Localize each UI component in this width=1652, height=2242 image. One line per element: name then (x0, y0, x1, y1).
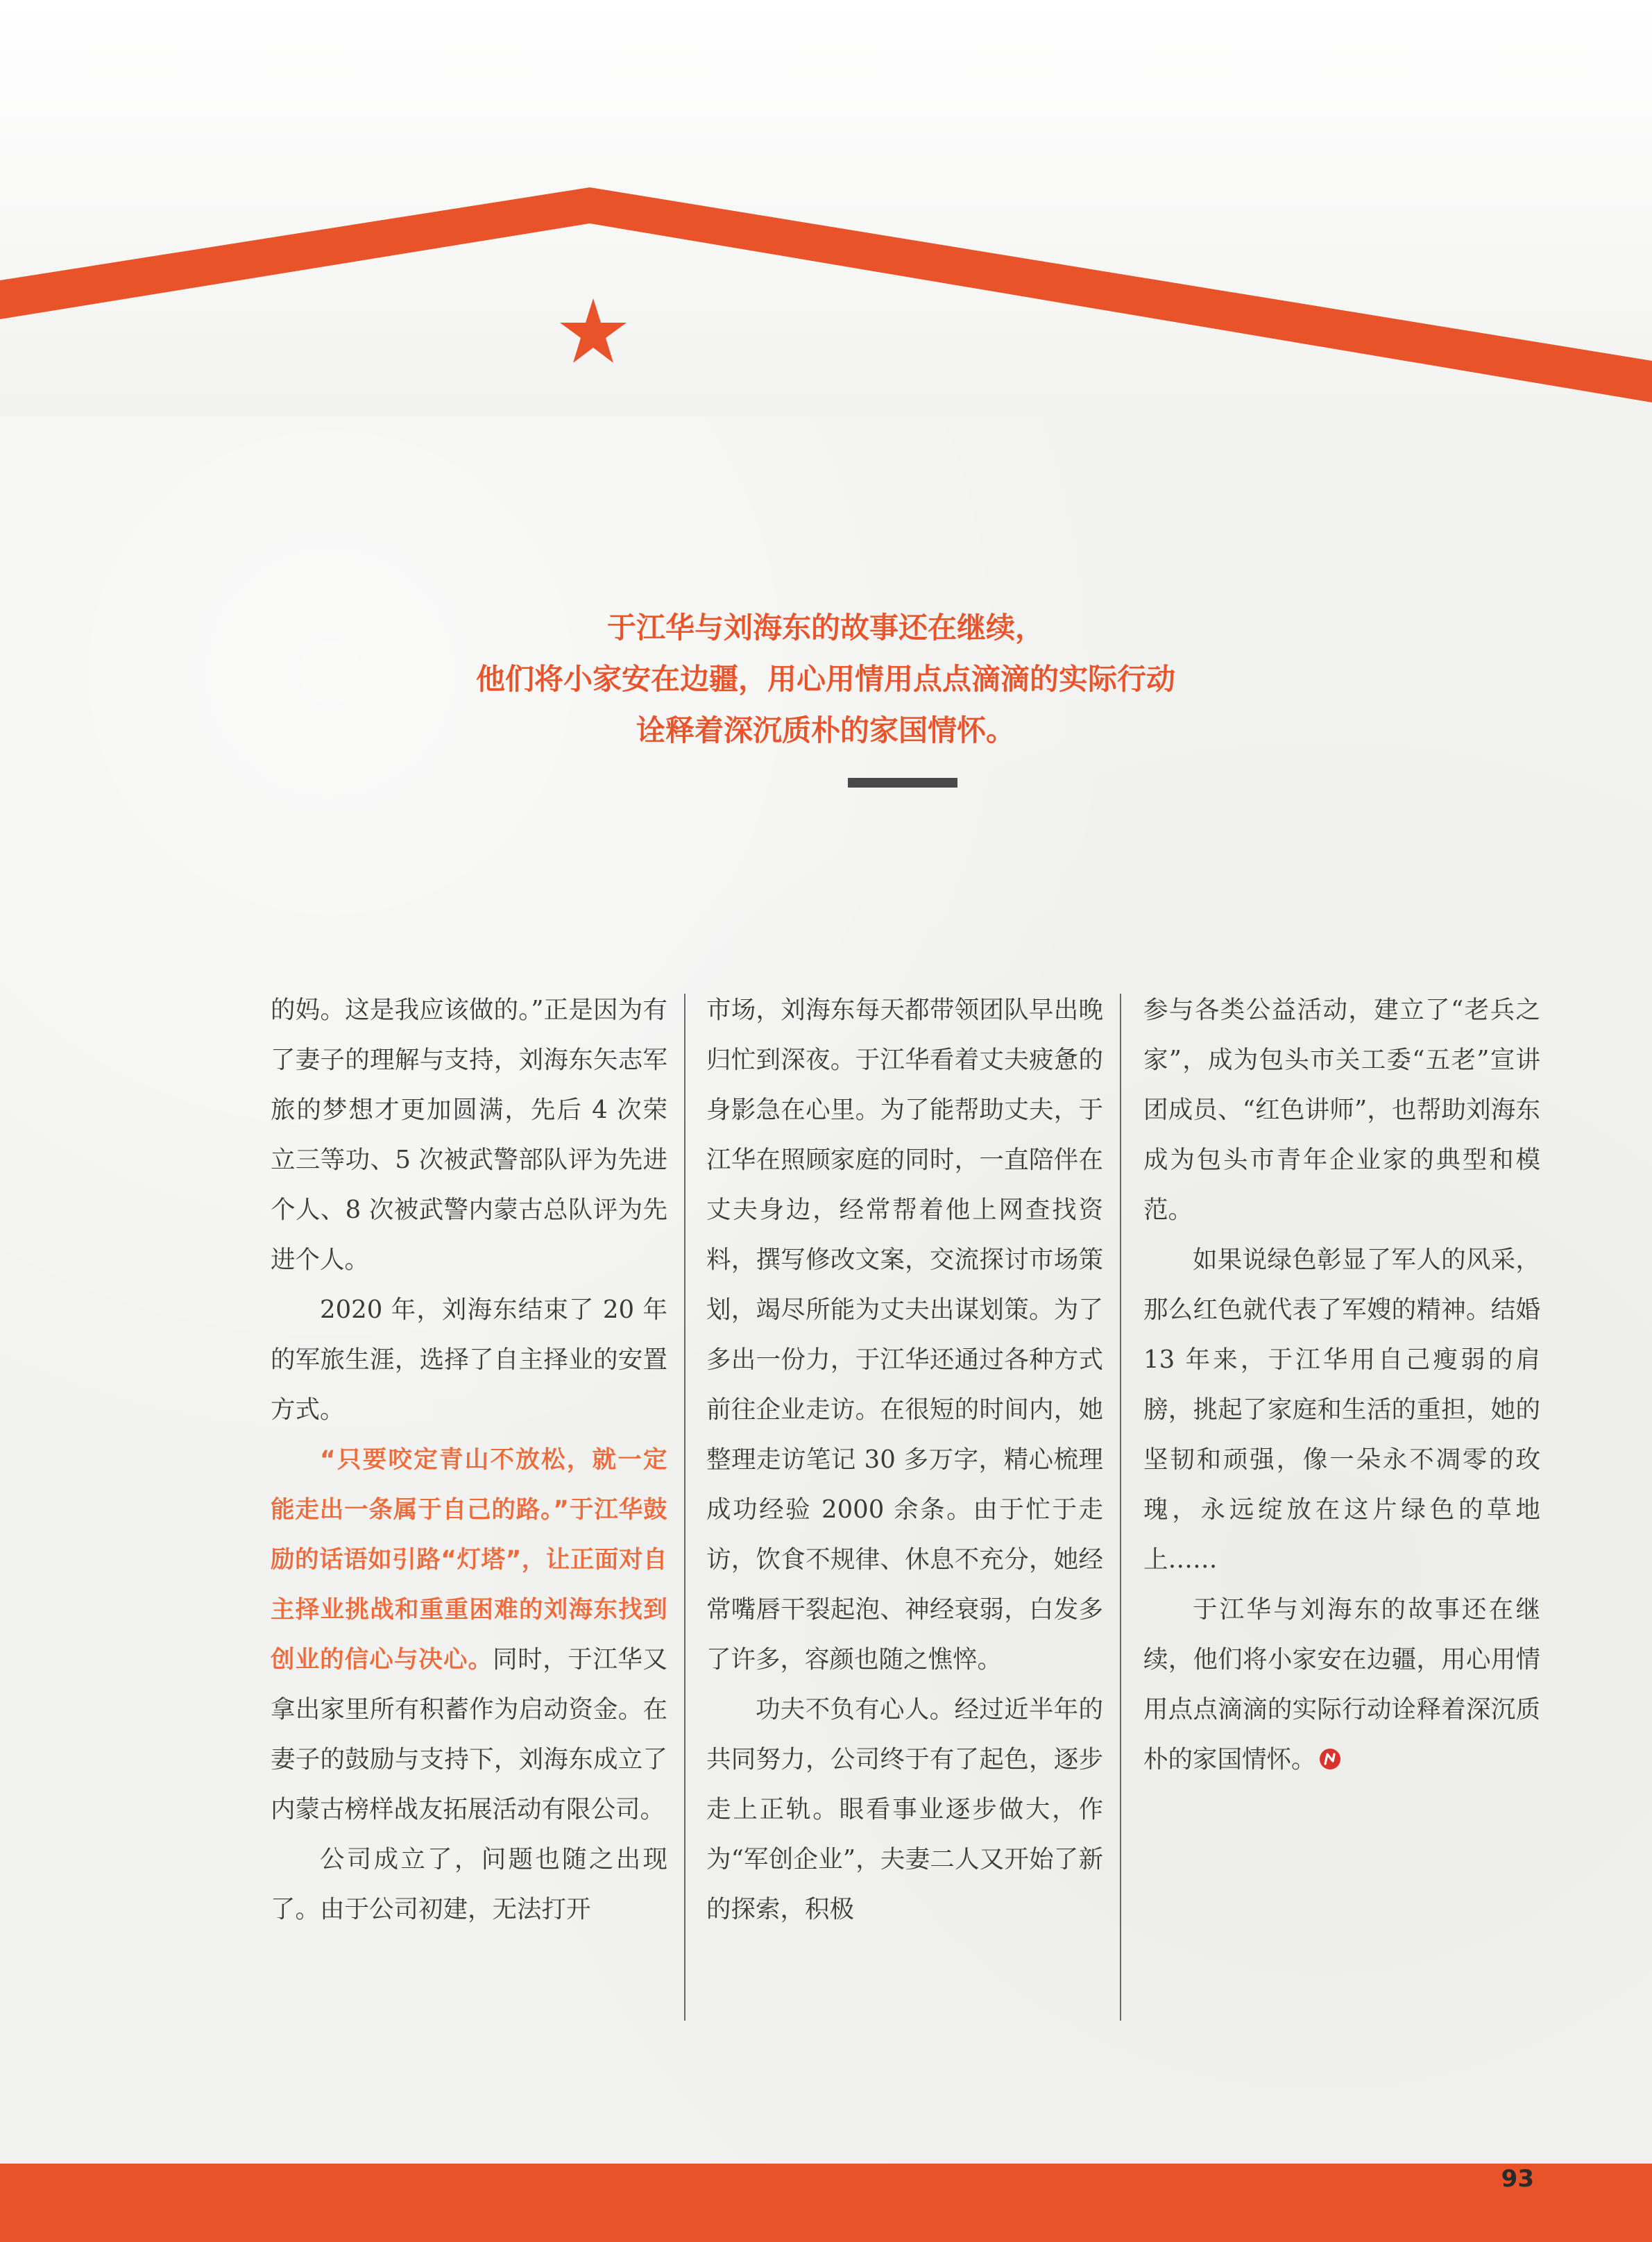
article-column-1 (271, 985, 667, 1935)
paragraph: 参与各类公益活动，建立了“老兵之家”，成为包头市关工委“五老”宣讲团成员、“红色讲师”，也帮助刘海东成为包头市青年企业家的典型和模范。 (1143, 996, 1540, 1224)
paragraph: 如果说绿色彰显了军人的风采，那么红色就代表了军嫂的精神。结婚 13 年来，于江华用自己瘦弱的肩膀，挑起了家庭和生活的重担，她的坚韧和顽强，像一朵永不凋零的玫瑰，永远绽放在这片绿色的草地上…… (1143, 1246, 1540, 1574)
paragraph (1143, 1585, 1540, 1785)
column-divider (684, 994, 686, 2021)
pull-quote-line: 诠释着深沉质朴的家国情怀。 (636, 713, 1015, 747)
column-divider (1120, 994, 1121, 2021)
paragraph: 市场，刘海东每天都带领团队早出晚归忙到深夜。于江华看着丈夫疲惫的身影急在心里。为了能帮助丈夫，于江华在照顾家庭的同时，一直陪伴在丈夫身边，经常帮着他上网查找资料，撰写修改文案，交流探讨市场策划，竭尽所能为丈夫出谋划策。为了多出一份力，于江华还通过各种方式前往企业走访。在很短的时间内，她整理走访笔记 30 多万字，精心梳理成功经验 2000 余条。由于忙于走访，饮食不规律、休息不充分，她经常嘴唇干裂起泡、神经衰弱，白发多了许多，容颜也随之憔悴。 (706, 996, 1103, 1674)
pull-quote (278, 602, 1374, 756)
paragraph-text: 于江华与刘海东的故事还在继续，他们将小家安在边疆，用心用情用点点滴滴的实际行动诠释着深沉质朴的家国情怀。 (1143, 1595, 1540, 1774)
end-mark-icon (1319, 1748, 1341, 1770)
paragraph: 公司成立了，问题也随之出现了。由于公司初建，无法打开 (271, 1845, 667, 1923)
footer-bar (0, 2164, 1652, 2242)
top-chevron-banner (0, 0, 1652, 416)
article-column-2 (706, 985, 1103, 1935)
article-column-3 (1143, 985, 1540, 1785)
pull-quote-line: 他们将小家安在边疆，用心用情用点点滴滴的实际行动 (475, 662, 1175, 696)
page-number: 93 (1501, 2165, 1534, 2193)
star-icon (559, 297, 628, 366)
paragraph-text: 同时，于江华又拿出家里所有积蓄作为启动资金。在妻子的鼓励与支持下，刘海东成立了内蒙古榜样战友拓展活动有限公司。 (271, 1645, 667, 1824)
paragraph: 2020 年，刘海东结束了 20 年的军旅生涯，选择了自主择业的安置方式。 (271, 1296, 667, 1424)
paragraph (271, 1435, 667, 1835)
paragraph: 功夫不负有心人。经过近半年的共同努力，公司终于有了起色，逐步走上正轨。眼看事业逐步做大，作为“军创企业”，夫妻二人又开始了新的探索，积极 (706, 1695, 1103, 1923)
highlight-quote: “只要咬定青山不放松，就一定能走出一条属于自己的路。”于江华鼓励的话语如引路“灯塔”，让正面对自主择业挑战和重重困难的刘海东找到创业的信心与决心。 (271, 1446, 667, 1674)
pull-quote-line: 于江华与刘海东的故事还在继续， (606, 611, 1044, 645)
paragraph: 的妈。这是我应该做的。”正是因为有了妻子的理解与支持，刘海东矢志军旅的梦想才更加圆满，先后 4 次荣立三等功、5 次被武警部队评为先进个人、8 次被武警内蒙古总队评为先进个人。 (271, 996, 667, 1274)
pull-quote-rule (848, 778, 957, 788)
